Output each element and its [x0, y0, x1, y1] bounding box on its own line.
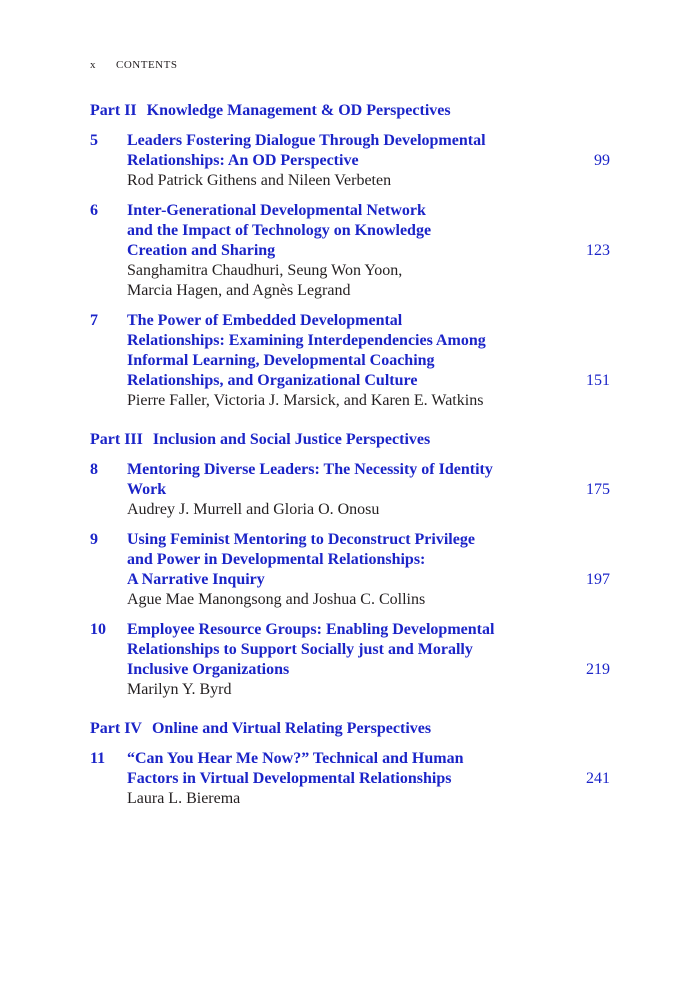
chapter-authors	[127, 171, 610, 191]
chapter-title-line: Inclusive Organizations	[127, 661, 290, 678]
author-line: Sanghamitra Chaudhuri, Seung Won Yoon,	[127, 262, 403, 279]
chapter-title-line: Leaders Fostering Dialogue Through Developmental	[127, 132, 486, 149]
chapter-title-line: Mentoring Diverse Leaders: The Necessity of Identity	[127, 461, 493, 478]
chapter-title[interactable]	[127, 460, 610, 500]
part-heading[interactable]	[90, 101, 610, 121]
chapter-title-line: Informal Learning, Developmental Coaching	[127, 352, 435, 369]
chapter-authors	[127, 680, 610, 700]
chapter-title-line: Relationships to Support Socially just and Morally	[127, 641, 473, 658]
chapter-title-line: Relationships: Examining Interdependencies Among	[127, 332, 486, 349]
chapter-title-line: Using Feminist Mentoring to Deconstruct Privilege	[127, 531, 475, 548]
chapter-number: 9	[90, 531, 98, 548]
part-label: Part IV	[90, 720, 142, 737]
part-label: Part II	[90, 102, 137, 119]
toc-entry[interactable]	[90, 620, 610, 700]
chapter-title[interactable]	[127, 749, 610, 789]
author-line: Ague Mae Manongsong and Joshua C. Collins	[127, 591, 426, 608]
part-label: Part III	[90, 431, 143, 448]
chapter-number: 7	[90, 312, 98, 329]
page-number[interactable]: 123	[586, 242, 610, 259]
chapter-title-line: Creation and Sharing	[127, 242, 276, 259]
page-number[interactable]: 99	[594, 152, 610, 169]
table-of-contents	[90, 101, 610, 819]
chapter-title-line: A Narrative Inquiry	[127, 571, 265, 588]
toc-entry[interactable]	[90, 530, 610, 610]
page-number[interactable]: 197	[586, 571, 610, 588]
chapter-number: 11	[90, 750, 106, 767]
part-title: Knowledge Management & OD Perspectives	[146, 102, 451, 119]
toc-entry[interactable]	[90, 131, 610, 191]
chapter-title-line: Inter-Generational Developmental Network	[127, 202, 426, 219]
page-number[interactable]: 241	[586, 770, 610, 787]
chapter-number: 8	[90, 461, 98, 478]
author-line: Audrey J. Murrell and Gloria O. Onosu	[127, 501, 380, 518]
author-line: Laura L. Bierema	[127, 790, 241, 807]
chapter-title-line: and the Impact of Technology on Knowledge	[127, 222, 432, 239]
chapter-authors	[127, 590, 610, 610]
page-number[interactable]: 219	[586, 661, 610, 678]
chapter-title[interactable]	[127, 131, 610, 171]
chapter-authors	[127, 789, 610, 809]
chapter-title-line: Employee Resource Groups: Enabling Developmental	[127, 621, 495, 638]
author-line: Marilyn Y. Byrd	[127, 681, 232, 698]
chapter-title-line: Factors in Virtual Developmental Relationships	[127, 770, 452, 787]
chapter-title[interactable]	[127, 311, 610, 391]
chapter-authors	[127, 391, 610, 411]
author-line: Rod Patrick Githens and Nileen Verbeten	[127, 172, 392, 189]
chapter-title-line: and Power in Developmental Relationships:	[127, 551, 426, 568]
chapter-title-line: “Can You Hear Me Now?” Technical and Human	[127, 750, 464, 767]
toc-entry[interactable]	[90, 201, 610, 301]
running-header	[90, 59, 177, 71]
page-numeral: x	[90, 59, 96, 71]
chapter-title-line: Work	[127, 481, 167, 498]
chapter-title[interactable]	[127, 201, 610, 261]
toc-entry[interactable]	[90, 311, 610, 411]
part-title: Online and Virtual Relating Perspectives	[151, 720, 432, 737]
chapter-title[interactable]	[127, 620, 610, 680]
part-title: Inclusion and Social Justice Perspectives	[152, 431, 431, 448]
toc-entry[interactable]	[90, 460, 610, 520]
chapter-title[interactable]	[127, 530, 610, 590]
chapter-title-line: Relationships, and Organizational Culture	[127, 372, 418, 389]
part-heading[interactable]	[90, 430, 610, 450]
chapter-number: 10	[90, 621, 106, 638]
chapter-authors	[127, 261, 610, 301]
page-number[interactable]: 151	[586, 372, 610, 389]
author-line: Marcia Hagen, and Agnès Legrand	[127, 282, 351, 299]
toc-entry[interactable]	[90, 749, 610, 809]
author-line: Pierre Faller, Victoria J. Marsick, and Karen E. Watkins	[127, 392, 484, 409]
chapter-authors	[127, 500, 610, 520]
part-heading[interactable]	[90, 719, 610, 739]
page-number[interactable]: 175	[586, 481, 610, 498]
chapter-title-line: The Power of Embedded Developmental	[127, 312, 403, 329]
chapter-number: 5	[90, 132, 98, 149]
chapter-title-line: Relationships: An OD Perspective	[127, 152, 359, 169]
running-title: CONTENTS	[116, 59, 178, 71]
chapter-number: 6	[90, 202, 98, 219]
